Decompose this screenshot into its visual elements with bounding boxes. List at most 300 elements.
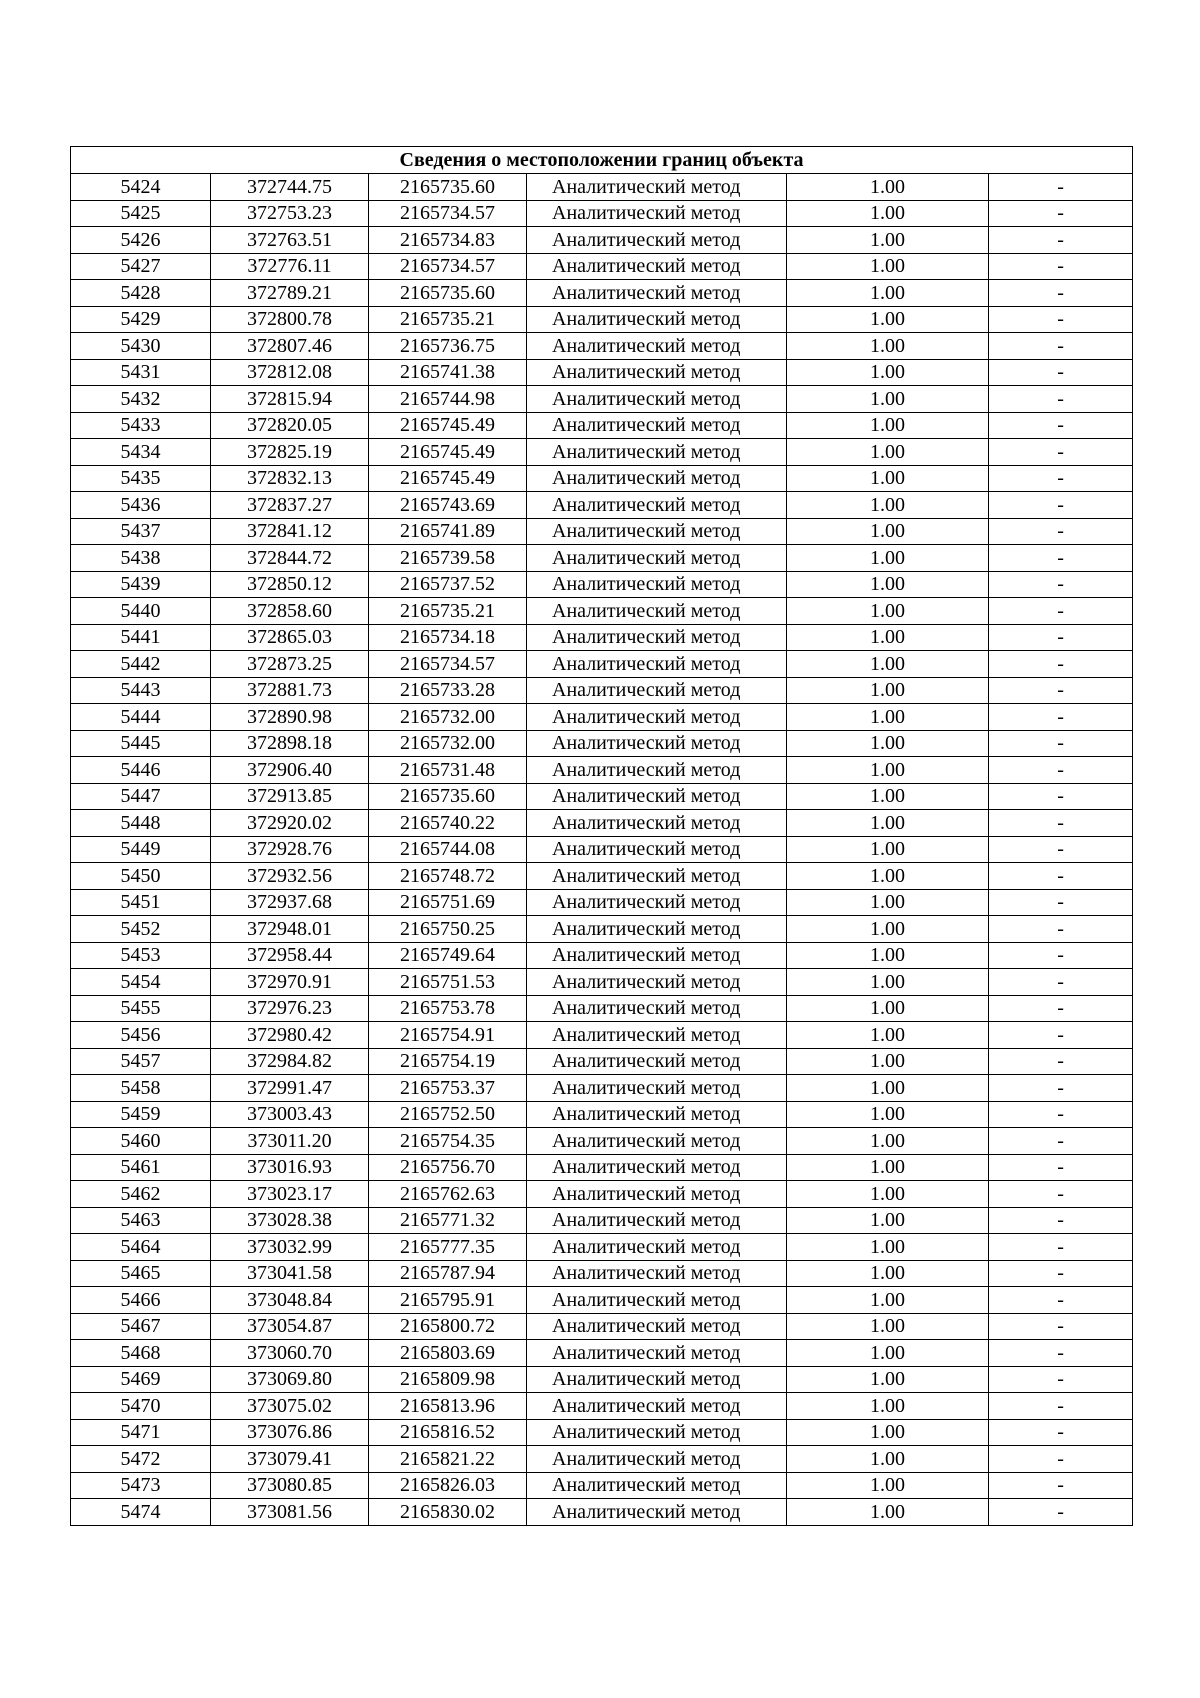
table-row	[71, 492, 1133, 519]
y-coordinate-cell: 2165734.18	[369, 624, 527, 651]
precision-cell: 1.00	[787, 757, 989, 784]
method-cell: Аналитический метод	[527, 677, 787, 704]
y-coordinate-cell: 2165744.08	[369, 836, 527, 863]
point-number-cell: 5431	[71, 359, 211, 386]
precision-cell: 1.00	[787, 1075, 989, 1102]
point-number-cell: 5437	[71, 518, 211, 545]
y-coordinate-cell: 2165732.00	[369, 730, 527, 757]
point-number-cell: 5436	[71, 492, 211, 519]
point-number-cell: 5474	[71, 1499, 211, 1526]
description-cell: -	[989, 1154, 1133, 1181]
table-row	[71, 1419, 1133, 1446]
y-coordinate-cell: 2165735.21	[369, 598, 527, 625]
description-cell: -	[989, 1234, 1133, 1261]
point-number-cell: 5429	[71, 306, 211, 333]
point-number-cell: 5438	[71, 545, 211, 572]
precision-cell: 1.00	[787, 253, 989, 280]
table-row	[71, 995, 1133, 1022]
precision-cell: 1.00	[787, 810, 989, 837]
table-row	[71, 969, 1133, 996]
description-cell: -	[989, 624, 1133, 651]
description-cell: -	[989, 889, 1133, 916]
method-cell: Аналитический метод	[527, 227, 787, 254]
point-number-cell: 5452	[71, 916, 211, 943]
x-coordinate-cell: 372763.51	[211, 227, 369, 254]
y-coordinate-cell: 2165737.52	[369, 571, 527, 598]
point-number-cell: 5456	[71, 1022, 211, 1049]
point-number-cell: 5446	[71, 757, 211, 784]
method-cell: Аналитический метод	[527, 757, 787, 784]
method-cell: Аналитический метод	[527, 624, 787, 651]
description-cell: -	[989, 651, 1133, 678]
table-row	[71, 757, 1133, 784]
y-coordinate-cell: 2165777.35	[369, 1234, 527, 1261]
precision-cell: 1.00	[787, 333, 989, 360]
description-cell: -	[989, 1313, 1133, 1340]
precision-cell: 1.00	[787, 1022, 989, 1049]
description-cell: -	[989, 598, 1133, 625]
method-cell: Аналитический метод	[527, 465, 787, 492]
y-coordinate-cell: 2165809.98	[369, 1366, 527, 1393]
precision-cell: 1.00	[787, 571, 989, 598]
description-cell: -	[989, 969, 1133, 996]
y-coordinate-cell: 2165744.98	[369, 386, 527, 413]
description-cell: -	[989, 306, 1133, 333]
point-number-cell: 5445	[71, 730, 211, 757]
x-coordinate-cell: 372980.42	[211, 1022, 369, 1049]
y-coordinate-cell: 2165771.32	[369, 1207, 527, 1234]
point-number-cell: 5460	[71, 1128, 211, 1155]
y-coordinate-cell: 2165734.83	[369, 227, 527, 254]
y-coordinate-cell: 2165731.48	[369, 757, 527, 784]
precision-cell: 1.00	[787, 783, 989, 810]
method-cell: Аналитический метод	[527, 359, 787, 386]
x-coordinate-cell: 372832.13	[211, 465, 369, 492]
point-number-cell: 5450	[71, 863, 211, 890]
precision-cell: 1.00	[787, 359, 989, 386]
table-row	[71, 624, 1133, 651]
method-cell: Аналитический метод	[527, 1234, 787, 1261]
x-coordinate-cell: 372906.40	[211, 757, 369, 784]
x-coordinate-cell: 373041.58	[211, 1260, 369, 1287]
table-row	[71, 306, 1133, 333]
description-cell: -	[989, 359, 1133, 386]
precision-cell: 1.00	[787, 1340, 989, 1367]
method-cell: Аналитический метод	[527, 571, 787, 598]
point-number-cell: 5459	[71, 1101, 211, 1128]
description-cell: -	[989, 1048, 1133, 1075]
precision-cell: 1.00	[787, 1048, 989, 1075]
x-coordinate-cell: 372913.85	[211, 783, 369, 810]
x-coordinate-cell: 372890.98	[211, 704, 369, 731]
point-number-cell: 5453	[71, 942, 211, 969]
y-coordinate-cell: 2165751.53	[369, 969, 527, 996]
table-row	[71, 863, 1133, 890]
table-row	[71, 439, 1133, 466]
precision-cell: 1.00	[787, 1499, 989, 1526]
point-number-cell: 5443	[71, 677, 211, 704]
description-cell: -	[989, 518, 1133, 545]
x-coordinate-cell: 373079.41	[211, 1446, 369, 1473]
y-coordinate-cell: 2165787.94	[369, 1260, 527, 1287]
y-coordinate-cell: 2165795.91	[369, 1287, 527, 1314]
method-cell: Аналитический метод	[527, 1419, 787, 1446]
method-cell: Аналитический метод	[527, 1340, 787, 1367]
description-cell: -	[989, 1340, 1133, 1367]
description-cell: -	[989, 386, 1133, 413]
method-cell: Аналитический метод	[527, 1260, 787, 1287]
point-number-cell: 5465	[71, 1260, 211, 1287]
y-coordinate-cell: 2165739.58	[369, 545, 527, 572]
method-cell: Аналитический метод	[527, 386, 787, 413]
precision-cell: 1.00	[787, 598, 989, 625]
table-row	[71, 810, 1133, 837]
method-cell: Аналитический метод	[527, 1313, 787, 1340]
precision-cell: 1.00	[787, 465, 989, 492]
y-coordinate-cell: 2165754.19	[369, 1048, 527, 1075]
method-cell: Аналитический метод	[527, 1446, 787, 1473]
method-cell: Аналитический метод	[527, 1154, 787, 1181]
table-title-row	[71, 147, 1133, 174]
precision-cell: 1.00	[787, 1419, 989, 1446]
point-number-cell: 5457	[71, 1048, 211, 1075]
y-coordinate-cell: 2165753.78	[369, 995, 527, 1022]
table-row	[71, 465, 1133, 492]
y-coordinate-cell: 2165749.64	[369, 942, 527, 969]
y-coordinate-cell: 2165762.63	[369, 1181, 527, 1208]
y-coordinate-cell: 2165745.49	[369, 439, 527, 466]
precision-cell: 1.00	[787, 1154, 989, 1181]
point-number-cell: 5473	[71, 1472, 211, 1499]
description-cell: -	[989, 1287, 1133, 1314]
x-coordinate-cell: 373016.93	[211, 1154, 369, 1181]
method-cell: Аналитический метод	[527, 969, 787, 996]
point-number-cell: 5432	[71, 386, 211, 413]
x-coordinate-cell: 373054.87	[211, 1313, 369, 1340]
y-coordinate-cell: 2165735.60	[369, 174, 527, 201]
point-number-cell: 5464	[71, 1234, 211, 1261]
method-cell: Аналитический метод	[527, 200, 787, 227]
point-number-cell: 5440	[71, 598, 211, 625]
x-coordinate-cell: 372820.05	[211, 412, 369, 439]
x-coordinate-cell: 372881.73	[211, 677, 369, 704]
method-cell: Аналитический метод	[527, 1287, 787, 1314]
description-cell: -	[989, 571, 1133, 598]
point-number-cell: 5439	[71, 571, 211, 598]
method-cell: Аналитический метод	[527, 439, 787, 466]
point-number-cell: 5424	[71, 174, 211, 201]
precision-cell: 1.00	[787, 995, 989, 1022]
method-cell: Аналитический метод	[527, 518, 787, 545]
table-row	[71, 1287, 1133, 1314]
x-coordinate-cell: 373075.02	[211, 1393, 369, 1420]
table-row	[71, 280, 1133, 307]
table-row	[71, 1022, 1133, 1049]
description-cell: -	[989, 280, 1133, 307]
table-row	[71, 1181, 1133, 1208]
x-coordinate-cell: 373032.99	[211, 1234, 369, 1261]
point-number-cell: 5471	[71, 1419, 211, 1446]
method-cell: Аналитический метод	[527, 995, 787, 1022]
precision-cell: 1.00	[787, 836, 989, 863]
table-row	[71, 333, 1133, 360]
point-number-cell: 5442	[71, 651, 211, 678]
table-row	[71, 598, 1133, 625]
x-coordinate-cell: 372976.23	[211, 995, 369, 1022]
y-coordinate-cell: 2165813.96	[369, 1393, 527, 1420]
table-row	[71, 200, 1133, 227]
table-row	[71, 836, 1133, 863]
point-number-cell: 5461	[71, 1154, 211, 1181]
description-cell: -	[989, 1446, 1133, 1473]
description-cell: -	[989, 1181, 1133, 1208]
table-row	[71, 518, 1133, 545]
description-cell: -	[989, 174, 1133, 201]
point-number-cell: 5468	[71, 1340, 211, 1367]
precision-cell: 1.00	[787, 1181, 989, 1208]
method-cell: Аналитический метод	[527, 1075, 787, 1102]
precision-cell: 1.00	[787, 1393, 989, 1420]
x-coordinate-cell: 372858.60	[211, 598, 369, 625]
point-number-cell: 5454	[71, 969, 211, 996]
table-row	[71, 651, 1133, 678]
description-cell: -	[989, 757, 1133, 784]
table-row	[71, 412, 1133, 439]
table-row	[71, 1472, 1133, 1499]
boundary-coordinates-table	[70, 146, 1133, 1526]
description-cell: -	[989, 465, 1133, 492]
description-cell: -	[989, 253, 1133, 280]
y-coordinate-cell: 2165750.25	[369, 916, 527, 943]
description-cell: -	[989, 783, 1133, 810]
precision-cell: 1.00	[787, 174, 989, 201]
method-cell: Аналитический метод	[527, 306, 787, 333]
precision-cell: 1.00	[787, 863, 989, 890]
precision-cell: 1.00	[787, 1234, 989, 1261]
method-cell: Аналитический метод	[527, 1022, 787, 1049]
point-number-cell: 5435	[71, 465, 211, 492]
table-row	[71, 1313, 1133, 1340]
table-row	[71, 386, 1133, 413]
point-number-cell: 5470	[71, 1393, 211, 1420]
description-cell: -	[989, 1207, 1133, 1234]
x-coordinate-cell: 372970.91	[211, 969, 369, 996]
x-coordinate-cell: 372948.01	[211, 916, 369, 943]
description-cell: -	[989, 836, 1133, 863]
precision-cell: 1.00	[787, 1260, 989, 1287]
table-row	[71, 1075, 1133, 1102]
method-cell: Аналитический метод	[527, 916, 787, 943]
point-number-cell: 5467	[71, 1313, 211, 1340]
x-coordinate-cell: 372800.78	[211, 306, 369, 333]
x-coordinate-cell: 373011.20	[211, 1128, 369, 1155]
y-coordinate-cell: 2165734.57	[369, 253, 527, 280]
x-coordinate-cell: 373076.86	[211, 1419, 369, 1446]
precision-cell: 1.00	[787, 1446, 989, 1473]
method-cell: Аналитический метод	[527, 333, 787, 360]
description-cell: -	[989, 1499, 1133, 1526]
y-coordinate-cell: 2165741.38	[369, 359, 527, 386]
point-number-cell: 5447	[71, 783, 211, 810]
method-cell: Аналитический метод	[527, 889, 787, 916]
description-cell: -	[989, 1128, 1133, 1155]
precision-cell: 1.00	[787, 412, 989, 439]
method-cell: Аналитический метод	[527, 1366, 787, 1393]
table-row	[71, 1499, 1133, 1526]
table-row	[71, 1101, 1133, 1128]
y-coordinate-cell: 2165803.69	[369, 1340, 527, 1367]
table-row	[71, 1048, 1133, 1075]
method-cell: Аналитический метод	[527, 545, 787, 572]
description-cell: -	[989, 333, 1133, 360]
x-coordinate-cell: 372789.21	[211, 280, 369, 307]
point-number-cell: 5455	[71, 995, 211, 1022]
description-cell: -	[989, 916, 1133, 943]
x-coordinate-cell: 373060.70	[211, 1340, 369, 1367]
description-cell: -	[989, 439, 1133, 466]
y-coordinate-cell: 2165735.21	[369, 306, 527, 333]
table-body	[71, 147, 1133, 1526]
table-row	[71, 1446, 1133, 1473]
point-number-cell: 5469	[71, 1366, 211, 1393]
x-coordinate-cell: 372958.44	[211, 942, 369, 969]
point-number-cell: 5449	[71, 836, 211, 863]
y-coordinate-cell: 2165735.60	[369, 783, 527, 810]
table-row	[71, 677, 1133, 704]
table-row	[71, 545, 1133, 572]
method-cell: Аналитический метод	[527, 651, 787, 678]
method-cell: Аналитический метод	[527, 598, 787, 625]
method-cell: Аналитический метод	[527, 1393, 787, 1420]
description-cell: -	[989, 227, 1133, 254]
method-cell: Аналитический метод	[527, 280, 787, 307]
method-cell: Аналитический метод	[527, 1101, 787, 1128]
description-cell: -	[989, 1260, 1133, 1287]
table-row	[71, 730, 1133, 757]
table-row	[71, 889, 1133, 916]
x-coordinate-cell: 372898.18	[211, 730, 369, 757]
point-number-cell: 5448	[71, 810, 211, 837]
x-coordinate-cell: 372807.46	[211, 333, 369, 360]
x-coordinate-cell: 372928.76	[211, 836, 369, 863]
precision-cell: 1.00	[787, 227, 989, 254]
table-row	[71, 1154, 1133, 1181]
description-cell: -	[989, 200, 1133, 227]
y-coordinate-cell: 2165748.72	[369, 863, 527, 890]
point-number-cell: 5430	[71, 333, 211, 360]
precision-cell: 1.00	[787, 1101, 989, 1128]
precision-cell: 1.00	[787, 1313, 989, 1340]
description-cell: -	[989, 1366, 1133, 1393]
x-coordinate-cell: 372984.82	[211, 1048, 369, 1075]
table-row	[71, 1393, 1133, 1420]
table-row	[71, 783, 1133, 810]
y-coordinate-cell: 2165733.28	[369, 677, 527, 704]
method-cell: Аналитический метод	[527, 1472, 787, 1499]
y-coordinate-cell: 2165754.91	[369, 1022, 527, 1049]
precision-cell: 1.00	[787, 969, 989, 996]
y-coordinate-cell: 2165826.03	[369, 1472, 527, 1499]
precision-cell: 1.00	[787, 677, 989, 704]
precision-cell: 1.00	[787, 306, 989, 333]
description-cell: -	[989, 1393, 1133, 1420]
method-cell: Аналитический метод	[527, 1207, 787, 1234]
x-coordinate-cell: 372873.25	[211, 651, 369, 678]
precision-cell: 1.00	[787, 200, 989, 227]
x-coordinate-cell: 372937.68	[211, 889, 369, 916]
x-coordinate-cell: 373028.38	[211, 1207, 369, 1234]
point-number-cell: 5444	[71, 704, 211, 731]
y-coordinate-cell: 2165751.69	[369, 889, 527, 916]
method-cell: Аналитический метод	[527, 730, 787, 757]
point-number-cell: 5428	[71, 280, 211, 307]
point-number-cell: 5472	[71, 1446, 211, 1473]
point-number-cell: 5466	[71, 1287, 211, 1314]
precision-cell: 1.00	[787, 889, 989, 916]
y-coordinate-cell: 2165741.89	[369, 518, 527, 545]
point-number-cell: 5451	[71, 889, 211, 916]
table-row	[71, 916, 1133, 943]
description-cell: -	[989, 995, 1133, 1022]
table-row	[71, 571, 1133, 598]
y-coordinate-cell: 2165830.02	[369, 1499, 527, 1526]
table-row	[71, 1128, 1133, 1155]
y-coordinate-cell: 2165745.49	[369, 412, 527, 439]
description-cell: -	[989, 810, 1133, 837]
precision-cell: 1.00	[787, 1287, 989, 1314]
y-coordinate-cell: 2165821.22	[369, 1446, 527, 1473]
method-cell: Аналитический метод	[527, 863, 787, 890]
method-cell: Аналитический метод	[527, 704, 787, 731]
method-cell: Аналитический метод	[527, 783, 787, 810]
x-coordinate-cell: 372932.56	[211, 863, 369, 890]
precision-cell: 1.00	[787, 439, 989, 466]
x-coordinate-cell: 372753.23	[211, 200, 369, 227]
point-number-cell: 5462	[71, 1181, 211, 1208]
method-cell: Аналитический метод	[527, 1181, 787, 1208]
description-cell: -	[989, 1022, 1133, 1049]
table-row	[71, 227, 1133, 254]
table-row	[71, 1366, 1133, 1393]
precision-cell: 1.00	[787, 1366, 989, 1393]
point-number-cell: 5434	[71, 439, 211, 466]
description-cell: -	[989, 730, 1133, 757]
table-row	[71, 174, 1133, 201]
method-cell: Аналитический метод	[527, 1499, 787, 1526]
y-coordinate-cell: 2165736.75	[369, 333, 527, 360]
description-cell: -	[989, 492, 1133, 519]
precision-cell: 1.00	[787, 1128, 989, 1155]
description-cell: -	[989, 1419, 1133, 1446]
precision-cell: 1.00	[787, 280, 989, 307]
point-number-cell: 5441	[71, 624, 211, 651]
method-cell: Аналитический метод	[527, 174, 787, 201]
x-coordinate-cell: 373003.43	[211, 1101, 369, 1128]
method-cell: Аналитический метод	[527, 492, 787, 519]
x-coordinate-cell: 372920.02	[211, 810, 369, 837]
y-coordinate-cell: 2165740.22	[369, 810, 527, 837]
description-cell: -	[989, 412, 1133, 439]
precision-cell: 1.00	[787, 386, 989, 413]
table-title: Сведения о местоположении границ объекта	[71, 147, 1133, 174]
description-cell: -	[989, 1101, 1133, 1128]
precision-cell: 1.00	[787, 942, 989, 969]
point-number-cell: 5463	[71, 1207, 211, 1234]
y-coordinate-cell: 2165753.37	[369, 1075, 527, 1102]
table-row	[71, 253, 1133, 280]
precision-cell: 1.00	[787, 1472, 989, 1499]
x-coordinate-cell: 372837.27	[211, 492, 369, 519]
